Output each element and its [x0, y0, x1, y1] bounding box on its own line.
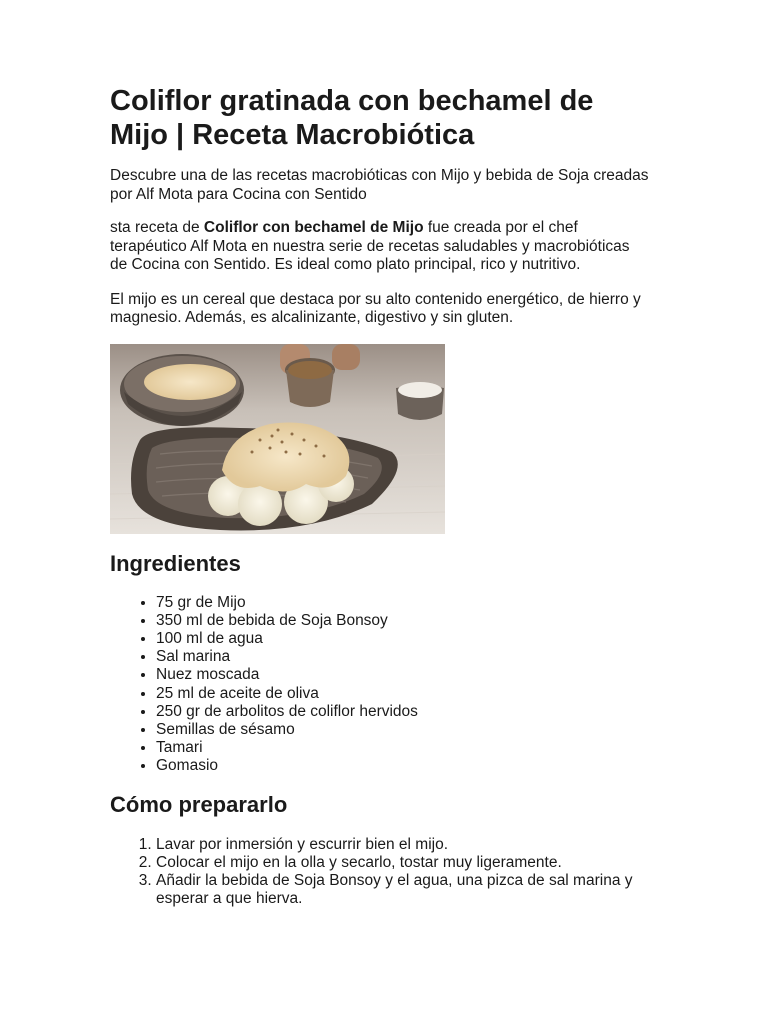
steps-heading: Cómo prepararlo	[110, 791, 288, 817]
list-item: • Nuez moscada	[156, 666, 650, 684]
page-title: Coliflor gratinada con bechamel de Mijo | Receta Macrobiótica	[110, 85, 594, 151]
steps-list	[110, 836, 650, 909]
step-item: 1. Lavar por inmersión y escurrir bien el mijo.	[156, 836, 650, 854]
list-item: • Tamari	[156, 739, 650, 757]
ingredients-heading: Ingredientes	[110, 550, 241, 576]
list-item: • 250 gr de arbolitos de coliflor hervidos	[156, 703, 650, 721]
recipe-name-bold: Coliflor con bechamel de Mijo	[203, 219, 424, 236]
list-item: • 350 ml de bebida de Soja Bonsoy	[156, 612, 650, 630]
mijo-paragraph: El mijo es un cereal que destaca por su alto contenido energético, de hierro y magnesio. Además, es alcalinizante, digestivo y sin gluten.	[110, 290, 641, 326]
list-item: • Sal marina	[156, 648, 650, 666]
description-prefix: sta receta de	[110, 219, 204, 236]
list-item: • Semillas de sésamo	[156, 721, 650, 739]
dish-photo	[110, 344, 445, 534]
step-item: 2. Colocar el mijo en la olla y secarlo, tostar muy ligeramente.	[156, 854, 650, 872]
description-paragraph	[110, 219, 650, 275]
list-item: • Gomasio	[156, 757, 650, 775]
description-suffix: fue creada por el chef terapéutico Alf Mota en nuestra serie de recetas saludables y macrobióticas de Cocina con Sentido. Es ideal como plato principal, rico y nutritivo.	[110, 219, 630, 273]
intro-paragraph: Descubre una de las recetas macrobióticas con Mijo y bebida de Soja creadas por Alf Mota para Cocina con Sentido	[110, 167, 649, 203]
list-item: • 100 ml de agua	[156, 630, 650, 648]
document-page	[110, 84, 650, 908]
step-item: 3. Añadir la bebida de Soja Bonsoy y el agua, una pizca de sal marina y esperar a que hierva.	[156, 872, 650, 908]
list-item: • 25 ml de aceite de oliva	[156, 685, 650, 703]
list-item: • 75 gr de Mijo	[156, 594, 650, 612]
ingredients-list	[110, 594, 650, 776]
